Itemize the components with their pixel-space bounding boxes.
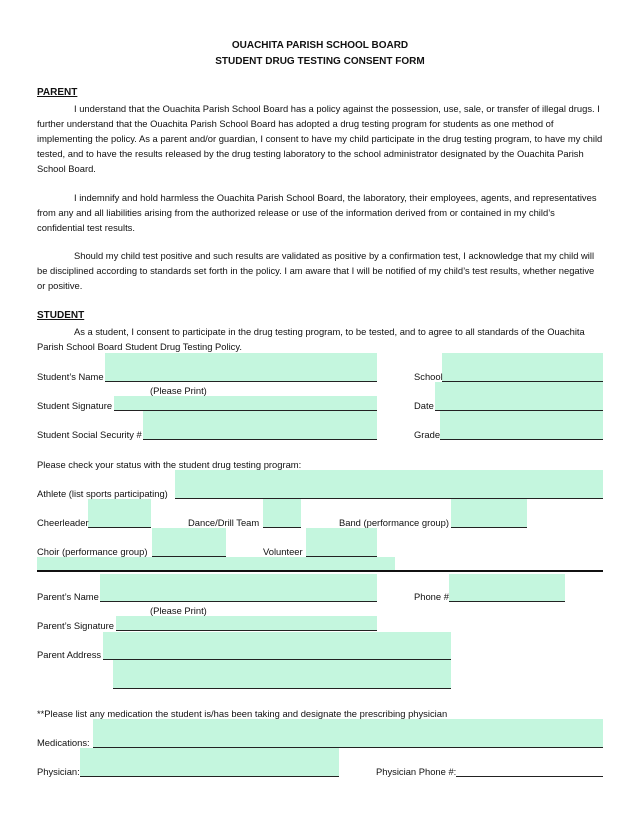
school-label: School: [414, 371, 443, 382]
dance-drill-label: Dance/Drill Team: [188, 517, 260, 528]
parent-paragraph-3: Should my child test positive and such results are validated as positive by a confirmation test, I acknowledge that my child will be disciplined according to standards set forth in the policy. I am aware that I will be notified of my child’s test results, whether negative or positive.: [37, 250, 595, 291]
medication-note: **Please list any medication the student is/has been taking and designate the prescribing physician: [37, 708, 448, 719]
athlete-field[interactable]: [175, 470, 603, 499]
dance-drill-underline: [263, 527, 301, 528]
students-name-label: Student’s Name: [37, 371, 104, 382]
physician-field[interactable]: [80, 748, 339, 777]
medications-field[interactable]: [93, 719, 603, 748]
parent-address-underline-2: [113, 688, 451, 689]
athlete-label: Athlete (list sports participating): [37, 488, 168, 499]
cheerleader-underline: [88, 527, 151, 528]
student-signature-label: Student Signature: [37, 400, 113, 411]
parent-paragraph-2: I indemnify and hold harmless the Ouachita Parish School Board, the laboratory, their employees, agents, and representatives from any and all liabilities arising from the authorized release or use of the information derived from or contained in my child’s confidential test results.: [37, 192, 597, 233]
band-underline: [451, 527, 527, 528]
grade-label: Grade: [414, 429, 441, 440]
parents-name-field[interactable]: [100, 574, 377, 602]
parent-heading: PARENT: [37, 87, 78, 98]
date-label: Date: [414, 400, 434, 411]
choir-label: Choir (performance group): [37, 546, 148, 557]
parents-signature-underline: [116, 630, 377, 631]
school-field[interactable]: [442, 353, 603, 382]
student-ssn-field[interactable]: [143, 411, 377, 440]
student-ssn-underline: [143, 439, 377, 440]
physician-label: Physician:: [37, 766, 80, 777]
parents-signature-label: Parent’s Signature: [37, 620, 114, 631]
please-print-note: (Please Print): [150, 385, 207, 396]
parent-address-label: Parent Address: [37, 649, 102, 660]
physician-phone-label: Physician Phone #:: [376, 766, 457, 777]
medications-label: Medications:: [37, 737, 90, 748]
dance-drill-field[interactable]: [263, 499, 301, 528]
grade-underline: [440, 439, 603, 440]
status-prompt: Please check your status with the student drug testing program:: [37, 459, 302, 470]
form-title-line2: STUDENT DRUG TESTING CONSENT FORM: [215, 56, 425, 67]
physician-phone-underline[interactable]: [456, 776, 603, 777]
parents-name-underline: [100, 601, 377, 602]
phone-underline: [449, 601, 565, 602]
parents-name-label: Parent’s Name: [37, 591, 99, 602]
cheerleader-label: Cheerleader: [37, 517, 89, 528]
students-name-underline: [105, 381, 377, 382]
student-paragraph: As a student, I consent to participate in the drug testing program, to be tested, and to agree to all standards of the Ouachita Parish School Board Student Drug Testing Policy.: [37, 326, 585, 352]
parents-signature-field[interactable]: [116, 616, 377, 631]
band-label: Band (performance group): [339, 517, 449, 528]
cheerleader-field[interactable]: [88, 499, 151, 528]
choir-field[interactable]: [152, 528, 226, 557]
parent-address-field-line2[interactable]: [113, 660, 451, 689]
athlete-underline: [175, 498, 603, 499]
please-print-note-2: (Please Print): [150, 605, 207, 616]
parent-address-field-line1[interactable]: [103, 632, 451, 660]
student-signature-field[interactable]: [114, 396, 377, 411]
section-divider: [37, 570, 603, 572]
physician-underline: [80, 776, 339, 777]
student-heading: STUDENT: [37, 310, 85, 321]
parent-paragraph-1: I understand that the Ouachita Parish School Board has a policy against the possession, use, sale, or transfer of illegal drugs. I further understand that the Ouachita Parish School Board has adopted a drug testing program for students as one method of implementing the policy. As a parent and/or guardian, I consent to have my child participate in the drug testing program, to have my child tested, and to have the results released by the drug testing laboratory to the school administrator designated by the Ouachita Parish School Board.: [37, 103, 603, 174]
volunteer-label: Volunteer: [263, 546, 303, 557]
phone-field[interactable]: [449, 574, 565, 602]
date-field[interactable]: [435, 382, 603, 411]
student-ssn-label: Student Social Security #: [37, 429, 142, 440]
grade-field[interactable]: [440, 411, 603, 440]
form-title-line1: OUACHITA PARISH SCHOOL BOARD: [231, 40, 409, 51]
band-field[interactable]: [451, 499, 527, 528]
phone-label: Phone #: [414, 591, 449, 602]
volunteer-field[interactable]: [306, 528, 377, 557]
students-name-field[interactable]: [105, 353, 377, 382]
separator-fill: [37, 557, 395, 571]
